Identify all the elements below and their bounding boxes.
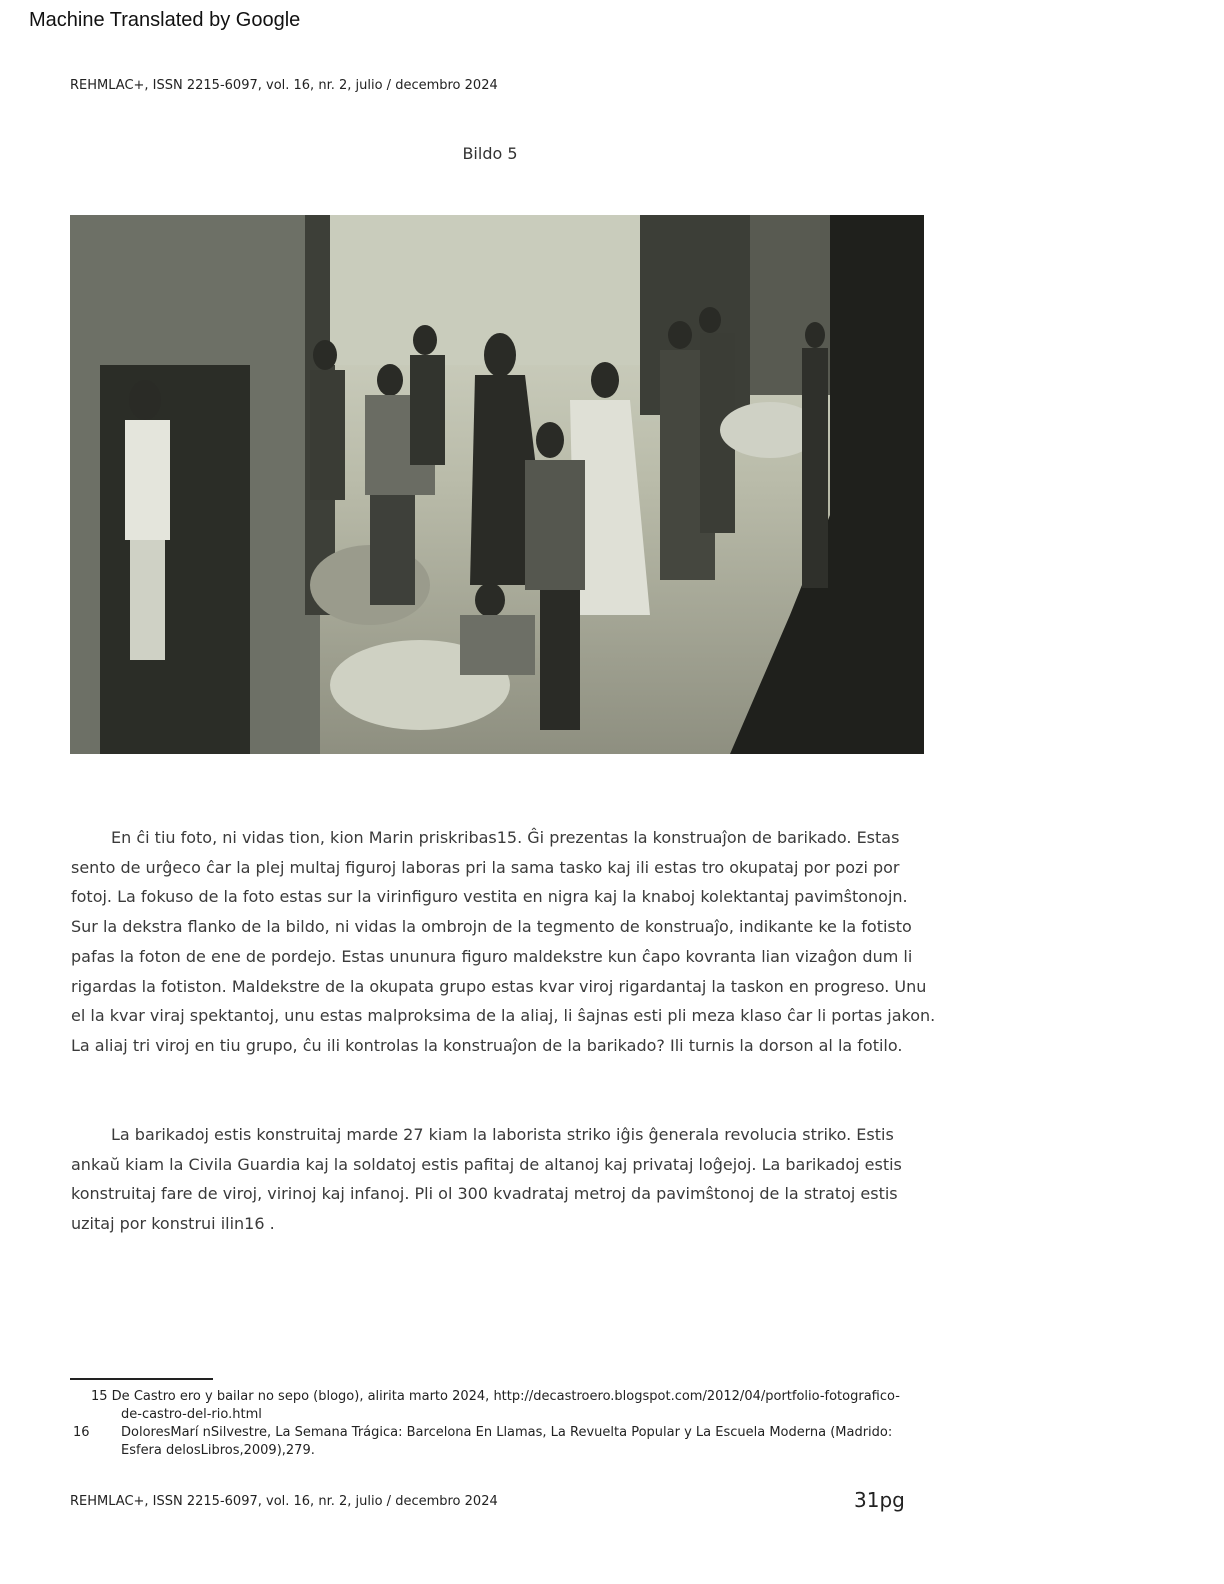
figure-label: Bildo 5 bbox=[462, 144, 518, 163]
footnote-16 bbox=[73, 1424, 913, 1460]
body-paragraph-2: La barikadoj estis konstruitaj marde 27 kiam la laborista striko iĝis ĝenerala revolucia striko. Estis ankaŭ kiam la Civila Guardia kaj la soldatoj estis pafitaj de altanoj kaj privataj loĝejoj. La barikadoj estis konstruitaj fare de viroj, virinoj kaj infanoj. Pli ol 300 kvadrataj metroj da pavimŝtonoj de la stratoj estis uzitaj por konstrui ilin16 . bbox=[71, 1125, 902, 1234]
footnote-15 bbox=[73, 1388, 913, 1424]
running-header: REHMLAC+, ISSN 2215-6097, vol. 16, nr. 2, julio / decembro 2024 bbox=[70, 78, 498, 93]
body-paragraph-1: En ĉi tiu foto, ni vidas tion, kion Marin priskribas15. Ĝi prezentas la konstruaĵon de barikado. Estas sento de urĝeco ĉar la plej multaj figuroj laboras pri la sama tasko kaj ili estas tro okupataj por pozi por fotoj. La fokuso de la foto estas sur la virinfiguro vestita en nigra kaj la knaboj kolektantaj pavimŝtonojn. Sur la dekstra flanko de la bildo, ni vidas la ombrojn de la tegmento de konstruaĵo, indikante ke la fotisto pafas la foton de ene de pordejo. Estas ununura figuro maldekstre kun ĉapo kovranta lian vizaĝon dum li rigardas la fotiston. Maldekstre de la okupata grupo estas kvar viroj rigardantaj la taskon en progreso. Unu el la kvar viraj spektantoj, unu estas malproksima de la aliaj, li ŝajnas esti pli meza klaso ĉar li portas jakon. La aliaj tri viroj en tiu grupo, ĉu ili kontrolas la konstruaĵon de la barikado? Ili turnis la dorson al la fotilo. bbox=[71, 828, 936, 1055]
footnote-separator bbox=[70, 1378, 213, 1380]
machine-translation-banner: Machine Translated by Google bbox=[29, 9, 301, 31]
footnote-text: DoloresMarí nSilvestre, La Semana Trágica: Barcelona En Llamas, La Revuelta Popular y La Escuela Moderna (Madrido: Esfera delosLibros,2009),279. bbox=[121, 1425, 893, 1458]
photo-graphic bbox=[70, 215, 924, 754]
barricade-photo bbox=[70, 215, 924, 754]
footnote-number: 16 bbox=[73, 1425, 90, 1440]
footnote-text: 15 De Castro ero y bailar no sepo (blogo), alirita marto 2024, http://decastroero.blogspot.com/2012/04/portfolio-fotografico-de-castro-del-rio.html bbox=[91, 1389, 900, 1422]
page-number: 31pg bbox=[854, 1488, 905, 1512]
running-footer: REHMLAC+, ISSN 2215-6097, vol. 16, nr. 2, julio / decembro 2024 bbox=[70, 1494, 498, 1509]
